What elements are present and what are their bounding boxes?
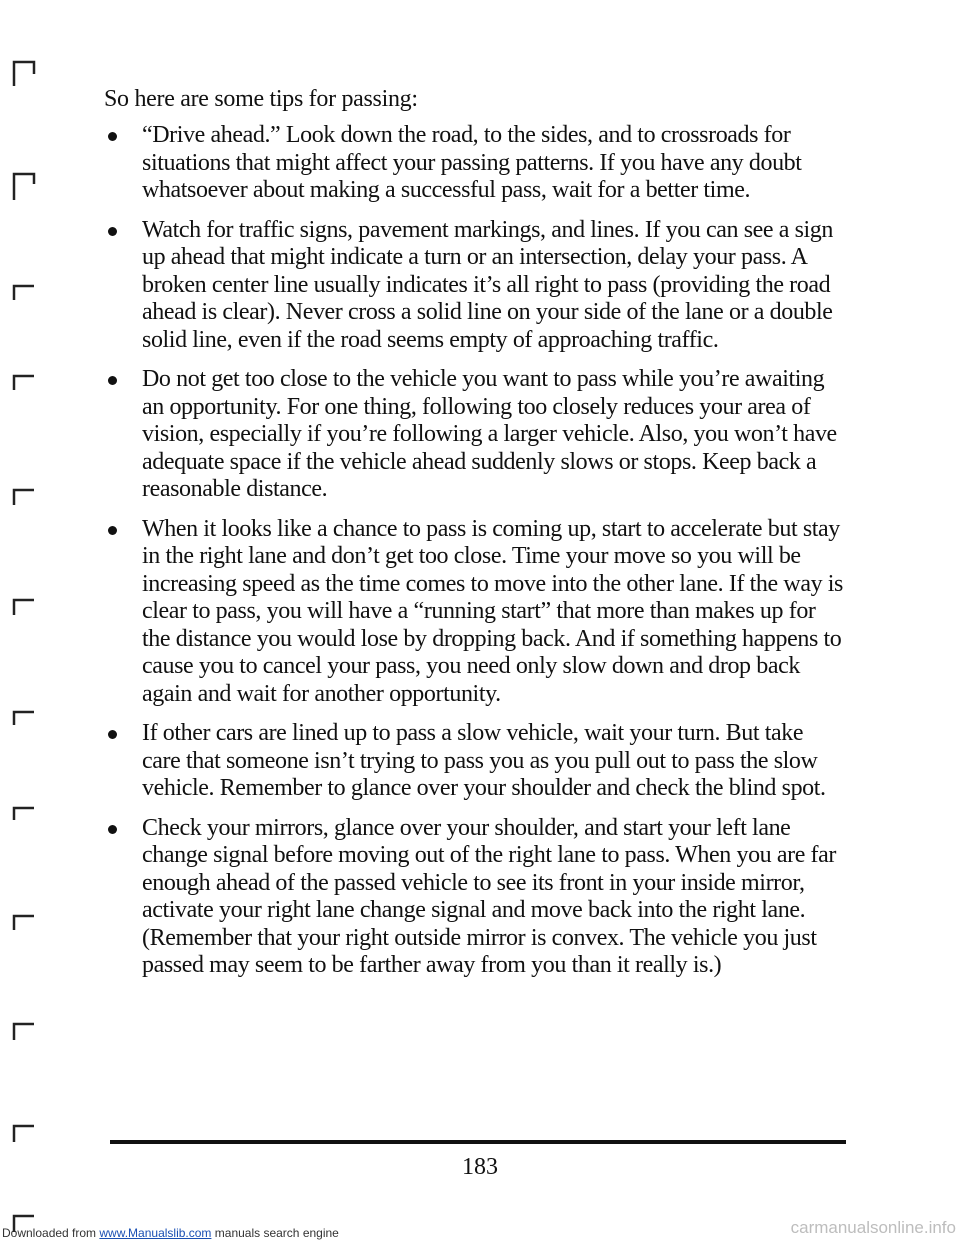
bullet-icon [108, 825, 117, 834]
margin-mark [14, 1024, 34, 1040]
page-margin-marks [0, 0, 60, 1242]
watermark-text: carmanualsonline.info [790, 1218, 956, 1237]
intro-text: So here are some tips for passing: [104, 86, 418, 112]
margin-mark [14, 286, 34, 300]
tip-mirrors [104, 815, 844, 980]
tip-text: “Drive ahead.” Look down the road, to the sides, and to crossroads for situations that might affect your passing patterns. If you have any doubt whatsoever about making a successful pass, wait for a better time. [142, 122, 802, 203]
footer-rule [110, 1140, 846, 1144]
margin-mark [14, 808, 34, 820]
tip-wait-turn [104, 720, 844, 803]
tip-text: Do not get too close to the vehicle you want to pass while you’re awaiting an opportunity. For one thing, following too closely reduces your area of vision, especially if you’re following a larger vehicle. Also, you won’t have adequate space if the vehicle ahead suddenly slows or stops. Keep back a reasonable distance. [142, 366, 837, 502]
tip-traffic-signs [104, 217, 844, 355]
tip-text: Watch for traffic signs, pavement markings, and lines. If you can see a sign up ahead that might indicate a turn or an intersection, delay your pass. A broken center line usually indicates it’s all right to pass (providing the road ahead is clear). Never cross a solid line on your side of the lane or a double solid line, even if the road seems empty of approaching traffic. [142, 216, 834, 353]
margin-mark [14, 916, 34, 930]
margin-mark [14, 712, 34, 725]
download-notice [2, 1226, 339, 1240]
tip-accelerate [104, 516, 844, 709]
manualslib-link[interactable]: www.Manualslib.com [99, 1226, 212, 1240]
download-notice-prefix: Downloaded from [2, 1226, 100, 1240]
bullet-icon [108, 730, 117, 739]
passing-tips-list [104, 122, 844, 992]
page-number: 183 [462, 1154, 498, 1180]
tip-following-distance [104, 366, 844, 504]
bullet-icon [108, 376, 117, 385]
margin-mark [14, 1126, 34, 1142]
margin-mark [14, 62, 34, 86]
bullet-icon [108, 132, 117, 141]
bullet-icon [108, 526, 117, 535]
tip-drive-ahead [104, 122, 844, 205]
tip-text: When it looks like a chance to pass is coming up, start to accelerate but stay in the right lane and don’t get too close. Time your move so you will be increasing speed as the time comes to move into the other lane. If the way is clear to pass, you will have a “running start” that more than makes up for the distance you would lose by dropping back. And if something happens to cause you to cancel your pass, you need only slow down and drop back again and wait for another opportunity. [142, 515, 843, 707]
tip-text: If other cars are lined up to pass a slow vehicle, wait your turn. But take care that someone isn’t trying to pass you as you pull out to pass the slow vehicle. Remember to glance over your shoulder and check the blind spot. [142, 720, 826, 801]
tip-text: Check your mirrors, glance over your shoulder, and start your left lane change signal before moving out of the right lane to pass. When you are far enough ahead of the passed vehicle to see its front in your inside mirror, activate your right lane change signal and move back into the right lane. (Remember that your right outside mirror is convex. The vehicle you just passed may seem to be farther away from you than it really is.) [142, 814, 836, 978]
download-notice-suffix: manuals search engine [211, 1226, 339, 1240]
bullet-icon [108, 227, 117, 236]
margin-mark [14, 174, 34, 200]
margin-mark [14, 376, 34, 390]
margin-mark [14, 490, 34, 505]
margin-mark [14, 600, 34, 615]
